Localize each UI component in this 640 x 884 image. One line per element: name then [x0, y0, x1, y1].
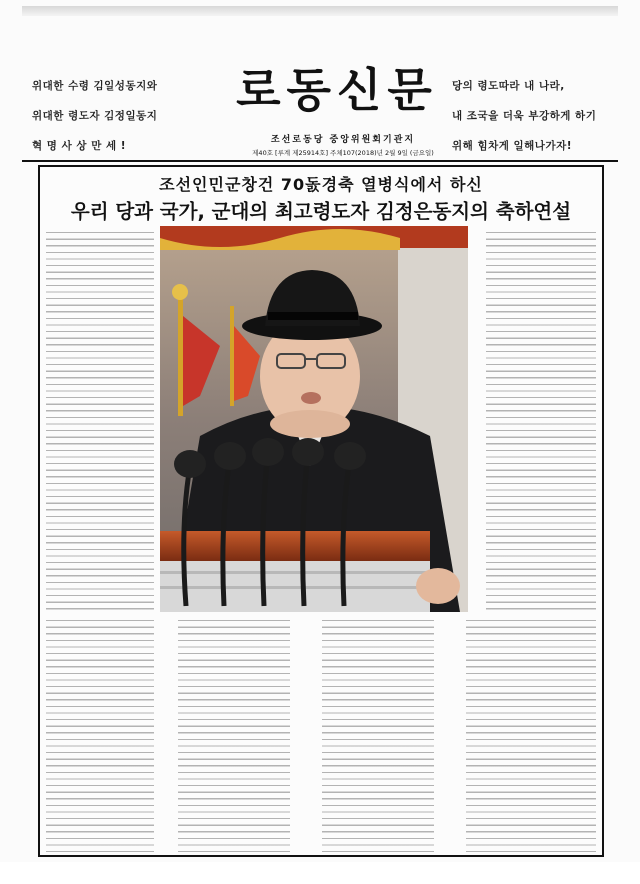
article-column-4 — [322, 616, 434, 854]
slogan-right-3: 위해 힘차게 일해나가자! — [452, 140, 573, 152]
top-gray-band — [22, 6, 618, 16]
slogan-right-2: 내 조국을 더욱 부강하게 하기 — [452, 110, 597, 122]
article-column-5 — [466, 616, 596, 854]
slogan-right-1: 당의 령도따라 내 나라, — [452, 80, 565, 92]
headline-line-1: 조선인민군창건 70돐경축 열병식에서 하신 — [159, 175, 483, 194]
newspaper-subtitle: 조선로동당 중앙위원회기관지 — [270, 135, 416, 145]
speaker-photo — [160, 226, 468, 612]
slogan-left-1: 위대한 수령 김일성동지와 — [32, 80, 158, 92]
newspaper-title: 로동신문 — [236, 63, 438, 117]
masthead-rule — [22, 160, 618, 162]
bottom-margin — [0, 862, 640, 884]
slogan-left-2: 위대한 령도자 김정일동지 — [32, 110, 158, 122]
issue-line: 제40호 [루계 제25914호] 주체107(2018)년 2월 9일 (금요일) — [252, 149, 434, 157]
slogan-left-3: 혁 명 사 상 만 세 ! — [32, 140, 127, 152]
article-column-3 — [178, 616, 290, 854]
article-column-right — [486, 228, 596, 610]
article-column-2 — [46, 616, 154, 854]
masthead — [22, 60, 618, 160]
speaker-photo-image — [160, 226, 468, 612]
article-column-1 — [46, 228, 154, 610]
headline-line-2: 우리 당과 국가, 군대의 최고령도자 김정은동지의 축하연설 — [70, 200, 572, 223]
